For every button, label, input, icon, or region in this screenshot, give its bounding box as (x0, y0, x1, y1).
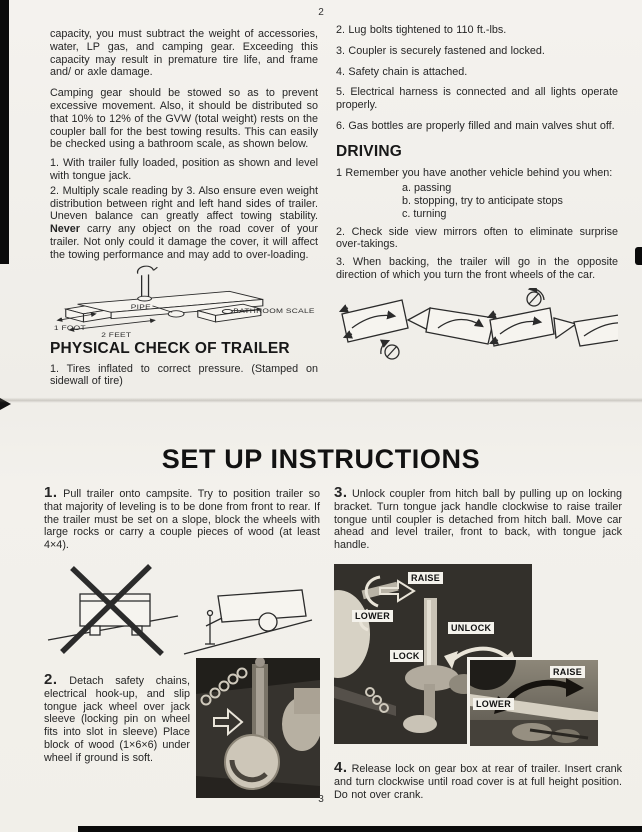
bathroom-scale-diagram-svg (50, 264, 318, 338)
label-lock: LOCK (390, 650, 423, 662)
driving-sub-c: c. turning (402, 207, 447, 220)
wrong-trailer-crossed-out (48, 566, 178, 654)
list-item-scale-reading (50, 185, 318, 262)
steering-wheel-icon (527, 289, 544, 306)
correct-trailer-on-slope (184, 590, 312, 654)
item2-never-bold: Never (50, 223, 81, 236)
step-3-number: 3. (334, 484, 348, 501)
check-item-electrical: 5. Electrical harness is connected and all lights operate properly. (336, 86, 618, 112)
jack-wheel-photo-svg (196, 658, 320, 798)
driving-sub-b: b. stopping, try to anticipate stops (402, 194, 563, 207)
backing-diagram-right (489, 289, 618, 346)
driving-sublist (402, 182, 618, 221)
backing-diagrams-svg (336, 288, 618, 366)
page2-right-column (336, 24, 618, 366)
label-raise-2: RAISE (550, 666, 585, 678)
step-2-text: Detach safety chains, electrical hook-up, and slip tongue jack wheel over jack sleeve (locking pin on wheel fits into slot in sleeve) Place block of wood (1×6×6) under wheel if ground is soft. (44, 674, 190, 764)
page3-left-column (44, 484, 321, 798)
jack-foot (403, 715, 437, 733)
photo-gear-box-crank (470, 660, 598, 746)
heading-driving: DRIVING (336, 142, 402, 160)
page-number-3: 3 (318, 794, 324, 805)
item2-text-a: 2. Multiply scale reading by 3. Also ensure even weight distribution between right and left hand sides of trailer. Uneven balance can greatly affect towing stability. (50, 184, 318, 223)
paragraph-capacity: capacity, you must subtract the weight of accessories, water, LP gas, and camping gear. Exceeding this capacity may result in premature tire life, and frame and/ or axle damage. (50, 28, 318, 79)
photo-jack-wheel (196, 658, 320, 798)
scan-edge-artifact-right (635, 247, 642, 265)
label-unlock: UNLOCK (448, 622, 494, 634)
driving-item-1: 1 Remember you have another vehicle behind you when: (336, 166, 613, 179)
label-two-feet: 2 FEET (101, 330, 132, 338)
driving-sub-a: a. passing (402, 181, 452, 194)
list-item-load-position: 1. With trailer fully loaded, position as shown and level with tongue jack. (50, 157, 318, 182)
check-item-gas: 6. Gas bottles are properly filled and main valves shut off. (336, 119, 615, 132)
list-item-tires: 1. Tires inflated to correct pressure. (Stamped on sidewall of tire) (50, 362, 318, 388)
label-lower-2: LOWER (473, 698, 514, 710)
step-4-text: Release lock on gear box at rear of trailer. Insert crank and turn clockwise until road cover is at full height position. Do not over crank. (334, 762, 622, 801)
step-4-number: 4. (334, 758, 348, 776)
step-1 (44, 484, 321, 552)
driving-item-3: 3. When backing, the trailer will go in the opposite direction of which you turn the front wheels of the car. (336, 256, 618, 281)
slope-illustration-svg (44, 560, 320, 660)
label-one-foot: 1 FOOT (53, 323, 86, 332)
label-bathroom-scale: BATHROOM SCALE (233, 306, 315, 315)
scan-edge-artifact-left (0, 0, 9, 264)
label-raise: RAISE (408, 572, 443, 584)
setup-instructions-title: SET UP INSTRUCTIONS (161, 444, 481, 474)
page-number-2: 2 (318, 7, 324, 18)
page2-left-column (50, 28, 318, 388)
page3-right-column (334, 484, 622, 801)
check-item-coupler: 3. Coupler is securely fastened and locked. (336, 44, 545, 57)
step-2-row (44, 670, 320, 798)
check-item-lug-bolts: 2. Lug bolts tightened to 110 ft.-lbs. (336, 24, 507, 36)
heading-physical-check: PHYSICAL CHECK OF TRAILER (50, 339, 290, 357)
step-2 (44, 670, 190, 798)
step-3-photos (334, 564, 622, 750)
paragraph-camping-gear: Camping gear should be stowed so as to prevent excessive movement. Also, it should be distributed so that 10% to 12% of the GVW (total weight) rests on the coupler ball for the best towing results. This can easily be checked using a bathroom scale, as shown below. (50, 87, 318, 151)
step-1-number: 1. (44, 484, 58, 501)
page-fold-crease (0, 392, 642, 408)
tongue-jack-shape (138, 266, 158, 301)
backing-diagram-left (341, 300, 494, 359)
step-1-text: Pull trailer onto campsite. Try to position trailer so that majority of leveling is to be done from front to rear. If the trailer must be set on a slope, block the wheels with large rocks or carry a couple pieces of wood (at least 4×4). (44, 488, 321, 552)
figure-slope-illustration (44, 560, 320, 660)
step-3-text: Unlock coupler from hitch ball by pulling up on locking bracket. Turn tongue jack handle clockwise to raise trailer tongue until coupler is detached from hitch ball. Move car ahead and level trailer, front to back, with tongue jack handle. (334, 488, 622, 552)
figure-bathroom-scale-diagram (50, 264, 318, 338)
label-lower: LOWER (352, 610, 393, 622)
step-3 (334, 484, 622, 552)
item2-text-b: carry any object on the road cover of your trailer. Not only could it damage the cover, it will affect the towing performance and may add to over-loading. (50, 223, 318, 261)
scan-edge-artifact-bottom (78, 826, 642, 832)
figure-backing-diagrams (336, 288, 618, 366)
label-pipe: PIPE (130, 302, 152, 311)
driving-item-2: 2. Check side view mirrors often to eliminate surprise over-takings. (336, 225, 618, 251)
steering-wheel-icon (381, 341, 399, 359)
check-item-chain: 4. Safety chain is attached. (336, 65, 468, 78)
step-2-number: 2. (44, 670, 58, 688)
